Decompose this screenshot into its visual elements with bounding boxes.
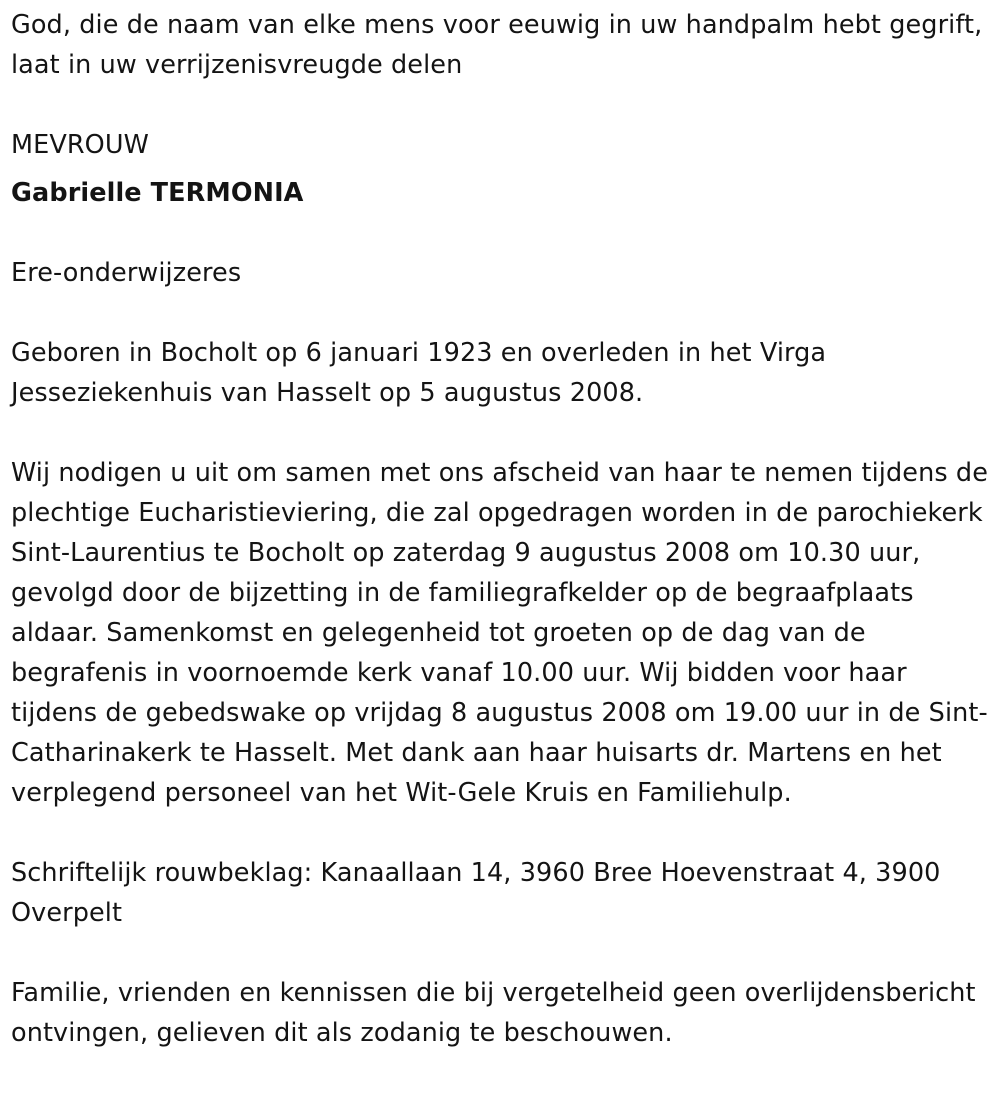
birth-death-paragraph: Geboren in Bocholt op 6 januari 1923 en overleden in het Virga Jesseziekenhuis van Hasselt op 5 augustus 2008. [11, 338, 827, 408]
salutation: MEVROUW [11, 130, 149, 160]
deceased-name: Gabrielle TERMONIA [11, 178, 304, 208]
obituary-notice [11, 5, 996, 1053]
opening-prayer: God, die de naam van elke mens voor eeuwig in uw handpalm hebt gegrift, laat in uw verrijzenisvreugde delen [11, 10, 983, 80]
occupation: Ere-onderwijzeres [11, 258, 242, 288]
closing-note: Familie, vrienden en kennissen die bij vergetelheid geen overlijdensbericht ontvingen, gelieven dit als zodanig te beschouwen. [11, 978, 976, 1048]
invitation-paragraph: Wij nodigen u uit om samen met ons afscheid van haar te nemen tijdens de plechtige Eucharistieviering, die zal opgedragen worden in de parochiekerk Sint-Laurentius te Bocholt op zaterdag 9 augustus 2008 om 10.30 uur, gevolgd door de bijzetting in de familiegrafkelder op de begraafplaats aldaar. Samenkomst en gelegenheid tot groeten op de dag van de begrafenis in voornoemde kerk vanaf 10.00 uur. Wij bidden voor haar tijdens de gebedswake op vrijdag 8 augustus 2008 om 19.00 uur in de Sint-Catharinakerk te Hasselt. Met dank aan haar huisarts dr. Martens en het verplegend personeel van het Wit-Gele Kruis en Familiehulp. [11, 458, 988, 808]
condolences-address: Schriftelijk rouwbeklag: Kanaallaan 14, 3960 Bree Hoevenstraat 4, 3900 Overpelt [11, 858, 941, 928]
